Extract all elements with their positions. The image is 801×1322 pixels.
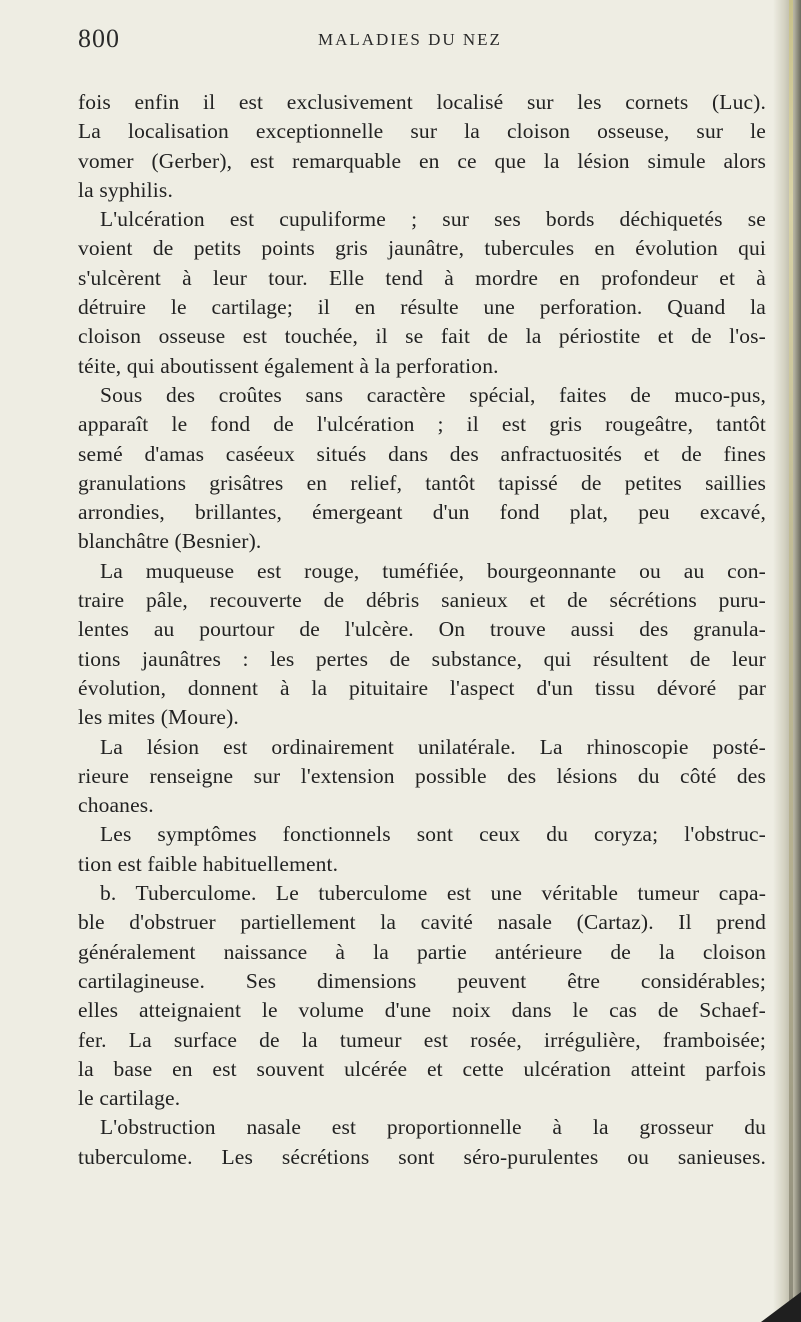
text-line: tions jaunâtres : les pertes de substance, qui résultent de leur (78, 646, 766, 671)
text-line: La lésion est ordinairement unilatérale. La rhinoscopie posté- (100, 734, 766, 759)
text-line: téite, qui aboutissent également à la perforation. (78, 353, 499, 378)
text-line: Les symptômes fonctionnels sont ceux du coryza; l'obstruc- (100, 822, 766, 847)
text-line: la base en est souvent ulcérée et cette ulcération atteint parfois (78, 1056, 766, 1081)
page-number: 800 (78, 24, 120, 53)
text-line: semé d'amas caséeux situés dans des anfractuosités et de fines (78, 441, 766, 466)
running-title: MALADIES DU NEZ (318, 30, 502, 49)
text-line: s'ulcèrent à leur tour. Elle tend à mordre en profondeur et à (78, 265, 766, 290)
text-line: blanchâtre (Besnier). (78, 529, 262, 554)
text-line: ble d'obstruer partiellement la cavité nasale (Cartaz). Il prend (78, 910, 766, 935)
text-line: généralement naissance à la partie antérieure de la cloison (78, 939, 766, 964)
text-line: la syphilis. (78, 177, 173, 202)
page-corner (761, 1292, 801, 1322)
text-line: détruire le cartilage; il en résulte une perforation. Quand la (78, 295, 766, 320)
text-line: traire pâle, recouverte de débris sanieux et de sécrétions puru- (78, 588, 766, 613)
text-line: b. Tuberculome. Le tuberculome est une véritable tumeur capa- (100, 881, 766, 906)
text-line: apparaît le fond de l'ulcération ; il est gris rougeâtre, tantôt (78, 412, 766, 437)
page-edge-strip (789, 0, 793, 1322)
text-line: tuberculome. Les sécrétions sont séro-purulentes ou sanieuses. (78, 1144, 766, 1169)
text-line: rieure renseigne sur l'extension possible des lésions du côté des (78, 763, 766, 788)
text-line: L'obstruction nasale est proportionnelle à la grosseur du (100, 1115, 766, 1140)
body-text (78, 88, 766, 1172)
text-line: choanes. (78, 793, 154, 818)
text-line: voient de petits points gris jaunâtre, tubercules en évolution qui (78, 236, 766, 261)
text-line: le cartilage. (78, 1086, 181, 1111)
text-line: granulations grisâtres en relief, tantôt tapissé de petites saillies (78, 470, 766, 495)
text-line: Sous des croûtes sans caractère spécial, faites de muco-pus, (100, 382, 766, 407)
text-line: les mites (Moure). (78, 705, 239, 730)
text-line: arrondies, brillantes, émergeant d'un fond plat, peu excavé, (78, 500, 766, 525)
text-line: tion est faible habituellement. (78, 851, 339, 876)
text-line: cartilagineuse. Ses dimensions peuvent être considérables; (78, 968, 766, 993)
text-line: La muqueuse est rouge, tuméfiée, bourgeonnante ou au con- (100, 558, 766, 583)
text-line: vomer (Gerber), est remarquable en ce que la lésion simule alors (78, 148, 766, 173)
text-line: elles atteignaient le volume d'une noix dans le cas de Schaef- (78, 998, 766, 1023)
page-edge-shadow (773, 0, 801, 1322)
text-line: cloison osseuse est touchée, il se fait de la périostite et de l'os- (78, 324, 766, 349)
text-line: fer. La surface de la tumeur est rosée, irrégulière, framboisée; (78, 1027, 766, 1052)
text-line: fois enfin il est exclusivement localisé sur les cornets (Luc). (78, 90, 766, 114)
text-line: La localisation exceptionnelle sur la cloison osseuse, sur le (78, 119, 766, 144)
text-line: L'ulcération est cupuliforme ; sur ses bords déchiquetés se (100, 207, 766, 232)
page-header (78, 16, 758, 60)
text-line: évolution, donnent à la pituitaire l'aspect d'un tissu dévoré par (78, 675, 766, 700)
text-line: lentes au pourtour de l'ulcère. On trouve aussi des granula- (78, 617, 766, 642)
